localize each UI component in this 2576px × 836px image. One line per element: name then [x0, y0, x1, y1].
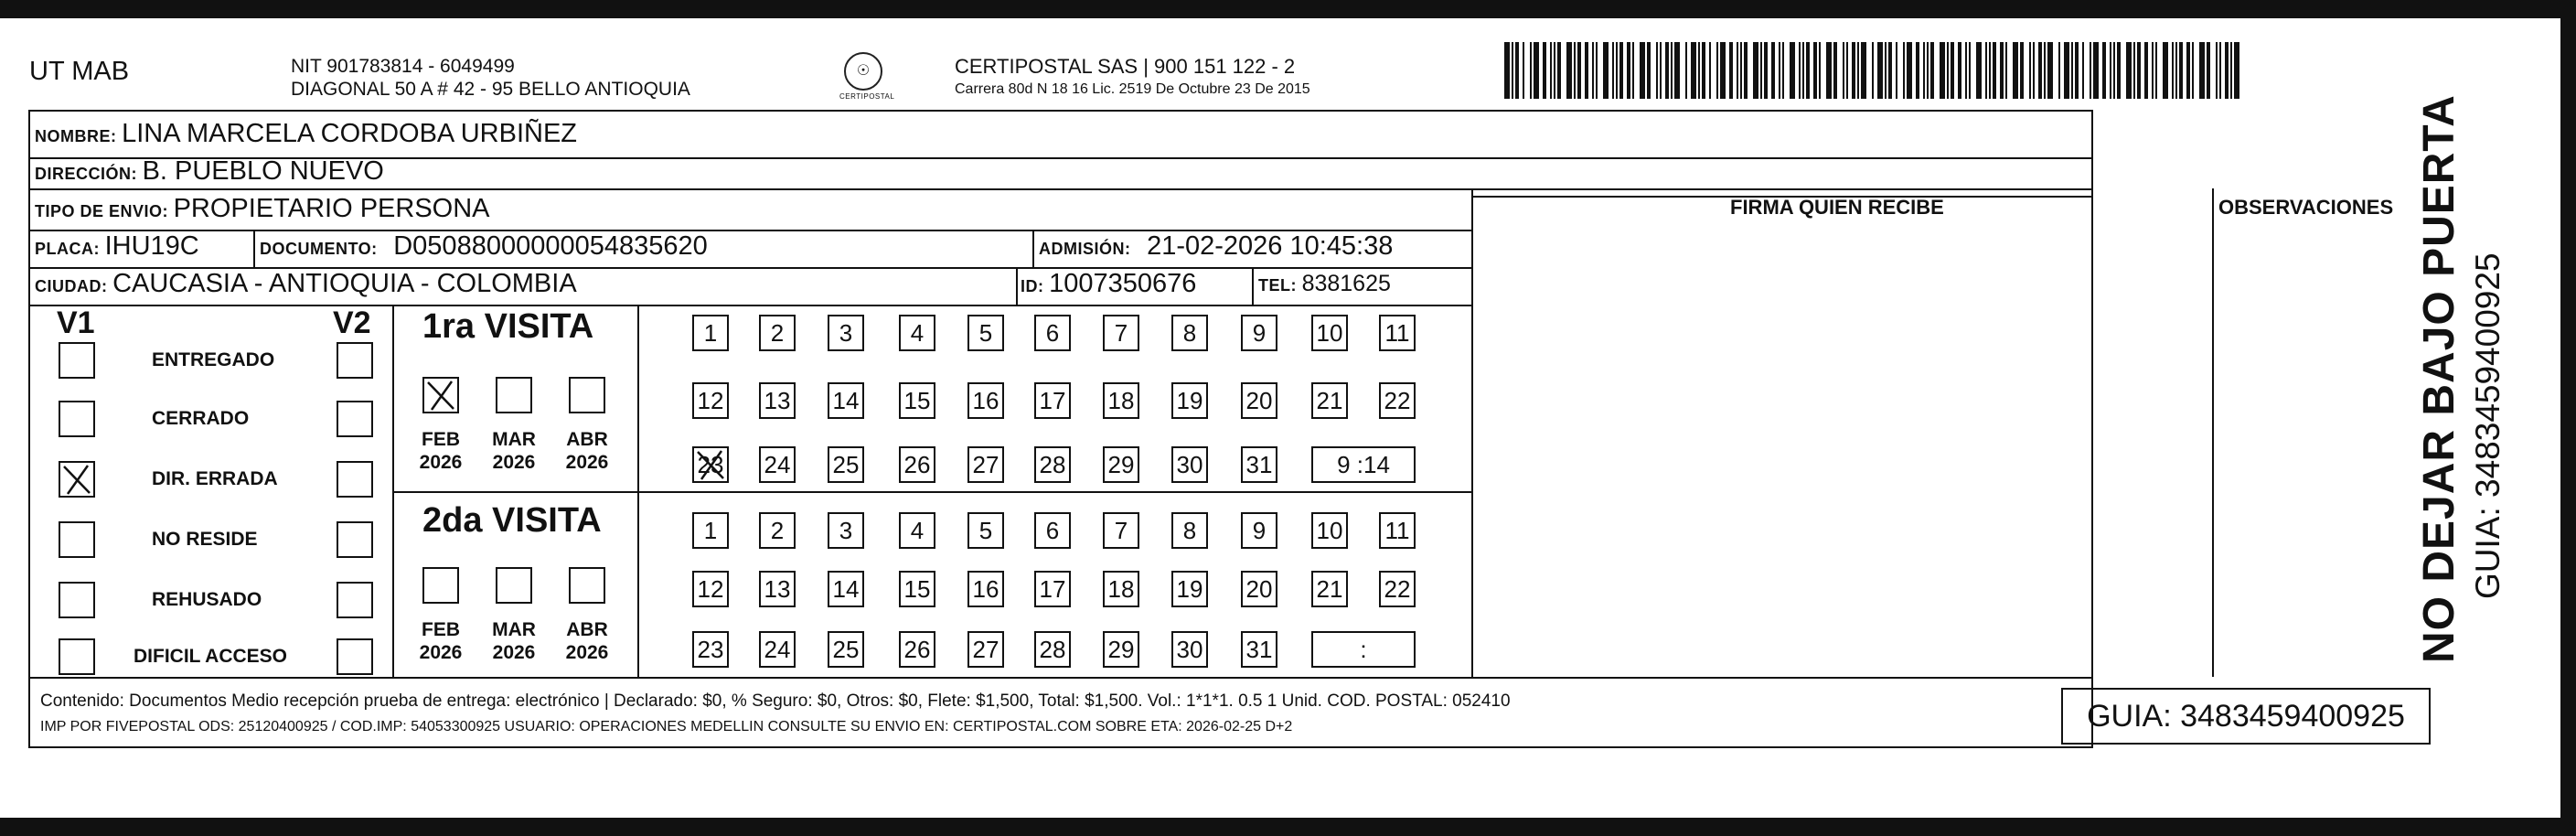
- barcode-bar: [1760, 42, 1762, 99]
- status-option-label: REHUSADO: [152, 589, 262, 610]
- barcode-bar: [1698, 42, 1700, 99]
- barcode-bar: [1985, 42, 1987, 99]
- day-box[interactable]: 21: [1311, 382, 1348, 419]
- barcode-bar: [2110, 42, 2111, 99]
- sender-nit: NIT 901783814 - 6049499: [291, 56, 515, 77]
- barcode-bar: [1907, 42, 1912, 99]
- barcode-bar: [2113, 42, 2115, 99]
- documento-label: DOCUMENTO:: [260, 240, 378, 258]
- day-box[interactable]: 20: [1241, 571, 1277, 607]
- day-box[interactable]: 6: [1034, 315, 1071, 351]
- barcode-bar: [1947, 42, 1949, 99]
- barcode-bar: [1740, 42, 1742, 99]
- side-guia-number: GUIA: 3483459400925: [2469, 252, 2507, 599]
- side-instruction: [2414, 94, 2469, 663]
- certipostal-logo: [839, 52, 895, 101]
- placa-value: IHU19C: [104, 231, 199, 261]
- day-box[interactable]: 4: [899, 512, 935, 549]
- barcode-bar: [2137, 42, 2141, 99]
- day-box[interactable]: 6: [1034, 512, 1071, 549]
- barcode-bar: [2020, 42, 2024, 99]
- barcode-bar: [1888, 42, 1892, 99]
- documento-value: D05088000000054835620: [393, 231, 708, 261]
- barcode-bar: [1802, 42, 1804, 99]
- barcode-bar: [2179, 42, 2183, 99]
- day-box[interactable]: 29: [1103, 446, 1139, 483]
- barcode-bar: [1958, 42, 1961, 99]
- day-box[interactable]: 28: [1034, 446, 1071, 483]
- barcode-bar: [1616, 42, 1618, 99]
- sender-name: UT MAB: [29, 57, 130, 86]
- day-box[interactable]: 11: [1379, 512, 1416, 549]
- day-box[interactable]: 7: [1103, 512, 1139, 549]
- barcode-bar: [2186, 42, 2190, 99]
- barcode-bar: [1989, 42, 1991, 99]
- tel-label: TEL:: [1258, 276, 1297, 295]
- barcode-bar: [1799, 42, 1801, 99]
- nombre-value: LINA MARCELA CORDOBA URBIÑEZ: [122, 119, 578, 148]
- day-box[interactable]: 29: [1103, 631, 1139, 668]
- barcode-bar: [1656, 42, 1658, 99]
- barcode-bar: [1896, 42, 1897, 99]
- barcode-bar: [2230, 42, 2232, 99]
- v1-checkbox[interactable]: [59, 342, 95, 379]
- v1-checkbox[interactable]: [59, 521, 95, 558]
- barcode-bar: [2225, 42, 2229, 99]
- admision-field: [1039, 231, 1393, 262]
- tipo-field: [35, 194, 490, 224]
- direccion-value: B. PUEBLO NUEVO: [142, 156, 384, 186]
- barcode-bar: [1674, 42, 1680, 99]
- barcode-bar: [1846, 42, 1848, 99]
- day-box[interactable]: 25: [828, 631, 864, 668]
- status-option-label: ENTREGADO: [152, 349, 275, 370]
- barcode-bar: [1577, 42, 1581, 99]
- barcode-bar: [2175, 42, 2177, 99]
- guia-number: GUIA: 3483459400925: [2061, 688, 2431, 745]
- barcode-bar: [1852, 42, 1855, 99]
- day-box[interactable]: 26: [899, 631, 935, 668]
- barcode-bar: [1790, 42, 1795, 99]
- v1-checkbox[interactable]: [59, 582, 95, 618]
- day-box[interactable]: 26: [899, 446, 935, 483]
- month-checkbox[interactable]: [422, 377, 459, 413]
- day-box[interactable]: 15: [899, 382, 935, 419]
- barcode-bar: [1753, 42, 1758, 99]
- barcode-bar: [1940, 42, 1945, 99]
- day-box[interactable]: 20: [1241, 382, 1277, 419]
- id-field: [1021, 269, 1196, 299]
- day-box[interactable]: 27: [967, 631, 1004, 668]
- day-box[interactable]: 12: [692, 382, 729, 419]
- nombre-field: [35, 119, 577, 149]
- barcode-bar: [1534, 42, 1539, 99]
- footer-content: Contenido: Documentos Medio recepción prueba de entrega: electrónico | Declarado: $0, % Seguro: $0, Otros: $0, Flete: $1,500, Total: $1,500. Vol.: 1*1*1. 0.5 1 Unid. COD. POSTAL: 052410: [40, 691, 1511, 711]
- right-border: [2560, 0, 2576, 836]
- month-checkbox[interactable]: [569, 567, 605, 604]
- sender-info: [291, 55, 690, 101]
- barcode-bar: [1647, 42, 1651, 99]
- barcode-bar: [2144, 42, 2148, 99]
- barcode-bar: [1574, 42, 1576, 99]
- day-box[interactable]: 10: [1311, 512, 1348, 549]
- status-option-label: NO RESIDE: [152, 529, 258, 550]
- tel-field: [1258, 271, 1391, 297]
- barcode-bar: [1930, 42, 1934, 99]
- barcode-bar: [1504, 42, 1510, 99]
- barcode-bar: [1523, 42, 1524, 99]
- month-label: MAR 2026: [492, 429, 536, 473]
- v1-header: V1: [57, 305, 95, 340]
- barcode-bar: [2133, 42, 2135, 99]
- barcode-bar: [1665, 42, 1669, 99]
- day-box[interactable]: 5: [967, 315, 1004, 351]
- barcode-bar: [1861, 42, 1866, 99]
- day-box[interactable]: 9: [1241, 315, 1277, 351]
- admision-value: 21-02-2026 10:45:38: [1147, 231, 1394, 261]
- second-visit-title: 2da VISITA: [422, 501, 602, 540]
- barcode-bar: [1515, 42, 1519, 99]
- barcode-bar: [2033, 42, 2035, 99]
- barcode-bar: [1720, 42, 1726, 99]
- barcode-bar: [1729, 42, 1733, 99]
- day-box[interactable]: 9: [1241, 512, 1277, 549]
- barcode-bar: [2216, 42, 2218, 99]
- barcode-bar: [2038, 42, 2042, 99]
- barcode-bar: [1976, 42, 1982, 99]
- v2-checkbox[interactable]: [337, 401, 373, 437]
- day-box[interactable]: 8: [1171, 315, 1208, 351]
- barcode-bar: [2207, 42, 2210, 99]
- day-box[interactable]: 25: [828, 446, 864, 483]
- barcode-bar: [1764, 42, 1768, 99]
- v2-header: V2: [333, 305, 371, 340]
- barcode-bar: [1927, 42, 1929, 99]
- bottom-border: [0, 818, 2576, 836]
- barcode-bar: [1702, 42, 1705, 99]
- barcode-bar: [1612, 42, 1614, 99]
- barcode-bar: [1619, 42, 1623, 99]
- barcode-bar: [1877, 42, 1883, 99]
- barcode-bar: [1993, 42, 1996, 99]
- day-box[interactable]: 22: [1379, 571, 1416, 607]
- day-box[interactable]: 13: [759, 382, 796, 419]
- month-label: ABR 2026: [565, 429, 609, 473]
- barcode-bar: [1833, 42, 1837, 99]
- placa-field: [35, 231, 199, 262]
- placa-label: PLACA:: [35, 240, 100, 258]
- status-option-label: DIFICIL ACCESO: [134, 646, 288, 667]
- barcode-bar: [1627, 42, 1630, 99]
- day-box[interactable]: 23: [692, 631, 729, 668]
- barcode-bar: [2117, 42, 2121, 99]
- id-label: ID:: [1021, 277, 1044, 295]
- sender-address: DIAGONAL 50 A # 42 - 95 BELLO ANTIOQUIA: [291, 79, 690, 100]
- v2-checkbox[interactable]: [337, 521, 373, 558]
- barcode-bar: [1916, 42, 1919, 99]
- barcode-bar: [1550, 42, 1552, 99]
- nombre-label: NOMBRE:: [35, 127, 117, 145]
- day-box[interactable]: 4: [899, 315, 935, 351]
- day-box[interactable]: 3: [828, 512, 864, 549]
- barcode-bar: [1554, 42, 1555, 99]
- v2-checkbox[interactable]: [337, 461, 373, 498]
- barcode-bar: [2047, 42, 2053, 99]
- day-box[interactable]: 19: [1171, 571, 1208, 607]
- barcode-bar: [2000, 42, 2004, 99]
- barcode-bar: [1965, 42, 1967, 99]
- barcode-bar: [1843, 42, 1844, 99]
- day-box[interactable]: 28: [1034, 631, 1071, 668]
- top-border: [0, 0, 2576, 18]
- v1-checkbox[interactable]: [59, 401, 95, 437]
- barcode-bar: [1640, 42, 1645, 99]
- day-box[interactable]: 14: [828, 571, 864, 607]
- day-box[interactable]: 13: [759, 571, 796, 607]
- barcode-bar: [1819, 42, 1821, 99]
- barcode-bar: [2172, 42, 2174, 99]
- tracking-barcode: [1504, 42, 2250, 99]
- barcode-bar: [1813, 42, 1817, 99]
- status-option-label: CERRADO: [152, 408, 250, 429]
- barcode-bar: [1660, 42, 1662, 99]
- barcode-bar: [2152, 42, 2154, 99]
- month-label: MAR 2026: [492, 619, 536, 663]
- tel-value: 8381625: [1301, 271, 1391, 296]
- barcode-bar: [1951, 42, 1954, 99]
- month-label: FEB 2026: [419, 429, 463, 473]
- day-box[interactable]: 18: [1103, 571, 1139, 607]
- side-guia: [2469, 206, 2513, 599]
- month-checkbox[interactable]: [569, 377, 605, 413]
- day-box[interactable]: 21: [1311, 571, 1348, 607]
- barcode-bar: [1779, 42, 1780, 99]
- day-box[interactable]: 22: [1379, 382, 1416, 419]
- barcode-bar: [2126, 42, 2132, 99]
- month-checkbox[interactable]: [496, 377, 532, 413]
- barcode-bar: [2005, 42, 2007, 99]
- barcode-bar: [2192, 42, 2194, 99]
- barcode-bar: [1596, 42, 1598, 99]
- observaciones-title: OBSERVACIONES: [2218, 196, 2394, 219]
- direccion-field: [35, 156, 384, 187]
- barcode-bar: [1771, 42, 1775, 99]
- status-option-label: DIR. ERRADA: [152, 468, 278, 489]
- barcode-bar: [2093, 42, 2099, 99]
- day-box[interactable]: 3: [828, 315, 864, 351]
- direccion-label: DIRECCIÓN:: [35, 165, 137, 183]
- barcode-bar: [1857, 42, 1859, 99]
- barcode-bar: [1592, 42, 1594, 99]
- barcode-bar: [1585, 42, 1588, 99]
- barcode-bar: [1737, 42, 1738, 99]
- barcode-bar: [2090, 42, 2091, 99]
- barcode-bar: [2234, 42, 2239, 99]
- barcode-bar: [2199, 42, 2205, 99]
- day-box[interactable]: 18: [1103, 382, 1139, 419]
- day-box[interactable]: 30: [1171, 446, 1208, 483]
- company-license: Carrera 80d N 18 16 Lic. 2519 De Octubre 23 De 2015: [955, 81, 1310, 97]
- barcode-bar: [1806, 42, 1810, 99]
- barcode-bar: [2155, 42, 2157, 99]
- barcode-bar: [1603, 42, 1609, 99]
- visit-time-box[interactable]: 9 :14: [1311, 446, 1416, 483]
- documento-field: [260, 231, 708, 262]
- tipo-label: TIPO DE ENVIO:: [35, 202, 169, 220]
- day-box[interactable]: 1: [692, 315, 729, 351]
- barcode-bar: [1512, 42, 1513, 99]
- day-box[interactable]: 2: [759, 512, 796, 549]
- logo-emblem-icon: ☉: [844, 52, 882, 91]
- barcode-bar: [1671, 42, 1673, 99]
- day-box[interactable]: 7: [1103, 315, 1139, 351]
- day-box[interactable]: 27: [967, 446, 1004, 483]
- barcode-bar: [1782, 42, 1784, 99]
- day-box[interactable]: 24: [759, 631, 796, 668]
- day-box[interactable]: 10: [1311, 315, 1348, 351]
- day-box[interactable]: 16: [967, 382, 1004, 419]
- day-box[interactable]: 15: [899, 571, 935, 607]
- day-box[interactable]: 23: [692, 446, 729, 483]
- barcode-bar: [2071, 42, 2073, 99]
- barcode-bar: [1969, 42, 1971, 99]
- barcode-bar: [1543, 42, 1546, 99]
- day-box[interactable]: 11: [1379, 315, 1416, 351]
- barcode-bar: [1923, 42, 1925, 99]
- barcode-bar: [1632, 42, 1634, 99]
- barcode-bar: [1709, 42, 1711, 99]
- first-visit-title: 1ra VISITA: [422, 307, 594, 346]
- v2-checkbox[interactable]: [337, 638, 373, 675]
- ciudad-field: [35, 269, 577, 299]
- day-box[interactable]: 12: [692, 571, 729, 607]
- day-box[interactable]: 17: [1034, 571, 1071, 607]
- barcode-bar: [2013, 42, 2018, 99]
- ciudad-value: CAUCASIA - ANTIOQUIA - COLOMBIA: [112, 269, 577, 298]
- month-checkbox[interactable]: [422, 567, 459, 604]
- month-label: ABR 2026: [565, 619, 609, 663]
- day-box[interactable]: 31: [1241, 446, 1277, 483]
- logo-text: CERTIPOSTAL: [839, 92, 895, 101]
- day-box[interactable]: 24: [759, 446, 796, 483]
- barcode-bar: [1826, 42, 1832, 99]
- v2-checkbox[interactable]: [337, 582, 373, 618]
- barcode-bar: [2044, 42, 2046, 99]
- barcode-bar: [2219, 42, 2221, 99]
- barcode-bar: [2163, 42, 2168, 99]
- no-dejar-bajo-puerta: NO DEJAR BAJO PUERTA: [2415, 94, 2464, 663]
- company-name: CERTIPOSTAL SAS | 900 151 122 - 2: [955, 55, 1296, 78]
- id-value: 1007350676: [1049, 269, 1197, 298]
- admision-label: ADMISIÓN:: [1039, 240, 1131, 258]
- tipo-value: PROPIETARIO PERSONA: [173, 194, 490, 223]
- day-box[interactable]: 2: [759, 315, 796, 351]
- day-box[interactable]: 31: [1241, 631, 1277, 668]
- barcode-bar: [1885, 42, 1887, 99]
- barcode-bar: [1685, 42, 1687, 99]
- footer-print-info: IMP POR FIVEPOSTAL ODS: 25120400925 / COD.IMP: 54053300925 USUARIO: OPERACIONES MEDELLIN CONSULTE SU ENVIO EN: CERTIPOSTAL.COM SOBRE ETA: 2026-02-25 D+2: [40, 719, 1293, 734]
- v1-checkbox[interactable]: [59, 461, 95, 498]
- barcode-bar: [1903, 42, 1905, 99]
- barcode-bar: [1716, 42, 1718, 99]
- company-info: [955, 55, 1310, 98]
- day-box[interactable]: 30: [1171, 631, 1208, 668]
- day-box[interactable]: 14: [828, 382, 864, 419]
- day-box[interactable]: 17: [1034, 382, 1071, 419]
- v2-checkbox[interactable]: [337, 342, 373, 379]
- barcode-bar: [2102, 42, 2106, 99]
- day-box[interactable]: 16: [967, 571, 1004, 607]
- barcode-bar: [1872, 42, 1874, 99]
- barcode-bar: [2064, 42, 2069, 99]
- day-box[interactable]: 8: [1171, 512, 1208, 549]
- month-label: FEB 2026: [419, 619, 463, 663]
- barcode-bar: [1691, 42, 1696, 99]
- barcode-bar: [2029, 42, 2031, 99]
- visit-time-box[interactable]: :: [1311, 631, 1416, 668]
- v1-checkbox[interactable]: [59, 638, 95, 675]
- day-box[interactable]: 1: [692, 512, 729, 549]
- barcode-bar: [1530, 42, 1532, 99]
- firma-title: FIRMA QUIEN RECIBE: [1730, 196, 1944, 219]
- barcode-bar: [1744, 42, 1748, 99]
- barcode-bar: [2075, 42, 2079, 99]
- barcode-bar: [1557, 42, 1561, 99]
- month-checkbox[interactable]: [496, 567, 532, 604]
- barcode-bar: [1566, 42, 1572, 99]
- day-box[interactable]: 5: [967, 512, 1004, 549]
- day-box[interactable]: 19: [1171, 382, 1208, 419]
- barcode-bar: [2058, 42, 2060, 99]
- ciudad-label: CIUDAD:: [35, 277, 108, 295]
- barcode-bar: [2082, 42, 2084, 99]
